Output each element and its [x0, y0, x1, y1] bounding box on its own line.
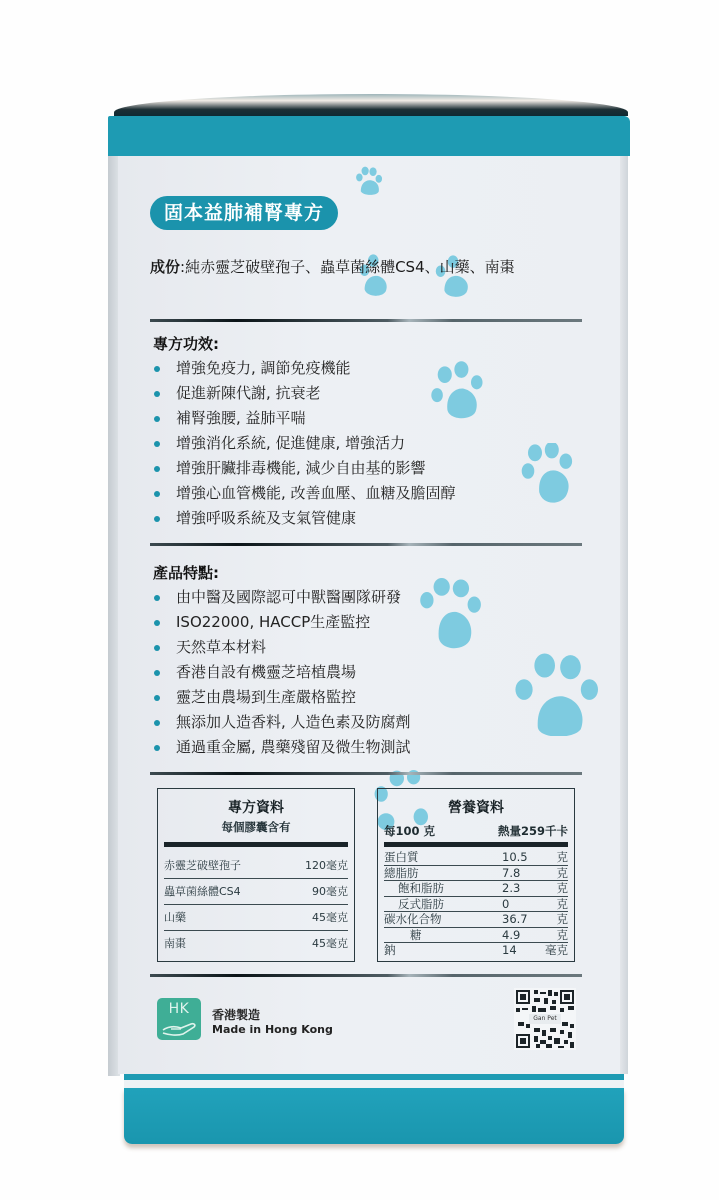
bullet-icon — [154, 670, 160, 676]
feature-item: 無添加人造香料, 人造色素及防腐劑 — [152, 710, 411, 735]
feature-item: 通過重金屬, 農藥殘留及微生物測試 — [152, 735, 411, 760]
benefit-item: 增強心血管機能, 改善血壓、血糖及膽固醇 — [152, 481, 456, 506]
bullet-icon — [154, 516, 160, 522]
paw-print-icon — [418, 578, 492, 652]
ingredients-label: 成份 — [150, 258, 181, 276]
table-row: 赤靈芝破壁孢子 120毫克 — [164, 853, 348, 879]
hk-made-logo — [157, 998, 201, 1040]
bullet-icon — [154, 645, 160, 651]
ingredients-text: 純赤靈芝破壁孢子、蟲草菌絲體CS4、山藥、南棗 — [185, 258, 515, 276]
nutrition-table-rows — [384, 850, 568, 959]
section-divider — [150, 772, 582, 775]
features-heading: 產品特點: — [153, 564, 219, 582]
ingredients-line — [150, 256, 515, 277]
benefit-item: 增強消化系統, 促進健康, 增強活力 — [152, 431, 456, 456]
benefit-item: 增強免疫力, 調節免疫機能 — [152, 356, 456, 381]
box-right-edge — [620, 156, 628, 1074]
bullet-icon — [154, 466, 160, 472]
bullet-icon — [154, 391, 160, 397]
table-row: 總脂肪 7.8 克 — [384, 865, 568, 880]
table-row: 蟲草菌絲體CS4 90毫克 — [164, 879, 348, 905]
ingredients-separator: : — [180, 258, 186, 276]
bullet-icon — [154, 595, 160, 601]
made-in-hk-en: Made in Hong Kong — [212, 1023, 333, 1036]
bullet-icon — [154, 745, 160, 751]
benefits-list — [152, 356, 456, 531]
table-row: 糖 4.9 克 — [384, 928, 568, 944]
nutrition-table-header — [384, 823, 568, 839]
nutrition-table-title: 營養資料 — [448, 800, 504, 816]
formula-table-bar — [164, 842, 348, 847]
formula-table-title: 專方資料 — [228, 800, 284, 816]
formula-table-rows — [164, 853, 348, 957]
feature-item: 由中醫及國際認可中獸醫團隊研發 — [152, 585, 411, 610]
table-row: 鈉 14 毫克 — [384, 943, 568, 957]
paw-print-icon — [512, 650, 598, 736]
feature-item: 天然草本材料 — [152, 635, 411, 660]
product-title-pill: 固本益肺補腎專方 — [150, 196, 338, 230]
table-row: 飽和脂肪 2.3 克 — [384, 881, 568, 897]
energy-value: 熱量259千卡 — [497, 824, 568, 838]
box-top-teal-band — [108, 116, 630, 156]
feature-item: 靈芝由農場到生產嚴格監控 — [152, 685, 411, 710]
box-bottom-teal-band — [124, 1088, 624, 1144]
section-divider — [150, 319, 582, 322]
section-divider — [150, 974, 582, 977]
bullet-icon — [154, 416, 160, 422]
hk-badge-text: HK — [168, 1001, 190, 1017]
bullet-icon — [154, 720, 160, 726]
nutrition-table — [377, 788, 575, 962]
features-list — [152, 585, 411, 760]
table-row: 反式脂肪 0 克 — [384, 897, 568, 913]
bullet-icon — [154, 491, 160, 497]
benefit-item: 增強呼吸系統及支氣管健康 — [152, 506, 456, 531]
benefit-item: 增強肝臟排毒機能, 減少自由基的影響 — [152, 456, 456, 481]
bullet-icon — [154, 620, 160, 626]
formula-table-subtitle: 每個膠囊含有 — [221, 820, 291, 834]
bullet-icon — [154, 366, 160, 372]
box-top-lid — [114, 94, 628, 116]
benefit-item: 補腎強腰, 益肺平喘 — [152, 406, 456, 431]
hand-icon — [161, 1020, 197, 1036]
bullet-icon — [154, 695, 160, 701]
made-in-hk-zh: 香港製造 — [212, 1008, 261, 1022]
formula-table — [157, 788, 355, 962]
nutrition-table-bar — [384, 842, 568, 847]
bullet-icon — [154, 441, 160, 447]
feature-item: 香港自設有機靈芝培植農場 — [152, 660, 411, 685]
paw-print-icon — [350, 163, 386, 199]
benefit-item: 促進新陳代謝, 抗衰老 — [152, 381, 456, 406]
box-bottom-gap — [124, 1080, 624, 1088]
serving-size: 每100 克 — [384, 824, 436, 838]
table-row: 蛋白質 10.5 克 — [384, 850, 568, 864]
benefits-heading: 專方功效: — [153, 335, 219, 353]
paw-print-icon — [514, 443, 584, 513]
section-divider — [150, 543, 582, 546]
qr-center-label: Gan Pet — [529, 1014, 561, 1024]
table-row: 碳水化合物 36.7 克 — [384, 912, 568, 926]
qr-code[interactable] — [514, 988, 576, 1050]
feature-item: ISO22000, HACCP生產監控 — [152, 610, 411, 635]
table-row: 山藥 45毫克 — [164, 905, 348, 931]
table-row: 南棗 45毫克 — [164, 937, 348, 950]
